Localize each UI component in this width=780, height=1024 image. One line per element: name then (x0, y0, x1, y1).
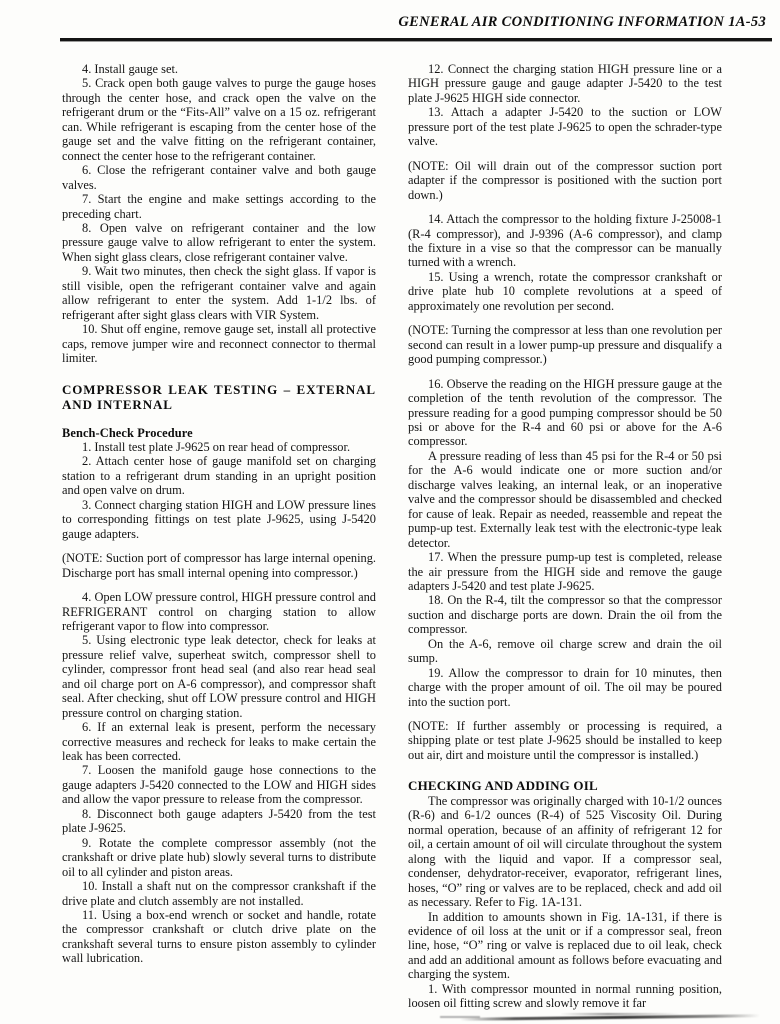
numbered-step: 9. Rotate the complete compressor assembly (not the crankshaft or drive plate hub) slowly several turns to distribute oil to all cylinder and piston areas. (62, 835, 376, 879)
numbered-step: 16. Observe the reading on the HIGH pressure gauge at the completion of the tenth revolution of the compressor. The pressure reading for a good pumping compressor should be 50 psi or above for the R-4 and 60 psi or above for the A-6 compressor. (408, 376, 722, 449)
numbered-step: 5. Crack open both gauge valves to purge the gauge hoses through the center hose, and crack open the valve on the refrigerant drum or the “Fits-All” valve on a 15 oz. refrigerant can. While refrigerant is escaping from the center hose of the gauge set and the valve fitting on the refrigerant container, connect the center hose to the refrigerant container. (62, 76, 376, 163)
numbered-step: 18. On the R-4, tilt the compressor so that the compressor suction and discharge ports are down. Drain the oil from the compressor. (408, 593, 722, 637)
page-header (60, 14, 766, 31)
sub-heading-bench-check-procedure: Bench-Check Procedure (62, 425, 193, 440)
numbered-step: 7. Start the engine and make settings according to the preceding chart. (62, 192, 376, 221)
numbered-step: 2. Attach center hose of gauge manifold set on charging station to a refrigerant drum standing in an upright position and open valve on drum. (62, 454, 376, 498)
note-block: (NOTE: Turning the compressor at less than one revolution per second can result in a lower pump-up pressure and disqualify a good pumping compressor.) (408, 323, 722, 367)
right-column (408, 62, 722, 1011)
header-divider-rule (60, 38, 772, 41)
numbered-step: 10. Shut off engine, remove gauge set, install all protective caps, remove jumper wire and reconnect connector to thermal limiter. (62, 322, 376, 366)
page-header-title: GENERAL AIR CONDITIONING INFORMATION 1A-53 (398, 14, 766, 30)
numbered-step: 15. Using a wrench, rotate the compressor crankshaft or drive plate hub 10 complete revolutions at a speed of approximately one revolution per second. (408, 269, 722, 313)
numbered-step: 3. Connect charging station HIGH and LOW pressure lines to corresponding fittings on test plate J-9625, using J-5420 gauge adapters. (62, 497, 376, 541)
numbered-step: 6. Close the refrigerant container valve and both gauge valves. (62, 163, 376, 192)
numbered-step: 7. Loosen the manifold gauge hose connections to the gauge adapters J-5420 connected to the LOW and HIGH sides and allow the vapor pressure to release from the compressor. (62, 763, 376, 807)
numbered-step: 4. Install gauge set. (82, 62, 179, 76)
numbered-step: A pressure reading of less than 45 psi for the R-4 or 50 psi for the A-6 would indicate one or more suction and/or discharge valves leaking, an internal leak, or an inoperative valve and the compressor should be disassembled and checked for cause of leak. Repair as needed, reassemble and repeat the pump-up test. Externally leak test with the electronic-type leak detector. (408, 448, 722, 550)
note-block: (NOTE: Suction port of compressor has large internal opening. Discharge port has small internal opening into compressor.) (62, 551, 376, 580)
numbered-step: 13. Attach a adapter J-5420 to the suction or LOW pressure port of the test plate J-9625 to open the schrader-type valve. (408, 105, 722, 149)
two-column-body (62, 62, 722, 1011)
numbered-step: 9. Wait two minutes, then check the sight glass. If vapor is still visible, open the refrigerant container valve and again allow refrigerant to enter the system. Add 1-1/2 lbs. of refrigerant after sight glass clears with VIR System. (62, 264, 376, 322)
numbered-step: 17. When the pressure pump-up test is completed, release the air pressure from the HIGH side and remove the gauge adapters J-5420 and test plate J-9625. (408, 550, 722, 593)
numbered-step: 12. Connect the charging station HIGH pressure line or a HIGH pressure gauge and gauge adapter J-5420 to the test plate J-9625 HIGH side connector. (408, 62, 722, 105)
section-heading-compressor-leak-testing: COMPRESSOR LEAK TESTING – EXTERNAL AND INTERNAL (62, 381, 376, 413)
numbered-step: 19. Allow the compressor to drain for 10 minutes, then charge with the proper amount of oil. The oil may be poured into the suction port. (408, 665, 722, 709)
numbered-step: 8. Open valve on refrigerant container and the low pressure gauge valve to allow refrigerant to enter the system. When sight glass clears, close refrigerant container valve. (62, 220, 376, 264)
note-block: (NOTE: If further assembly or processing is required, a shipping plate or test plate J-9625 should be installed to keep out air, dirt and moisture until the compressor is installed.) (408, 719, 722, 762)
numbered-step: 6. If an external leak is present, perform the necessary corrective measures and recheck for leaks to make certain the leak has been corrected. (62, 720, 376, 764)
numbered-step: 14. Attach the compressor to the holding fixture J-25008-1 (R-4 compressor), and J-9396 (A-6 compressor), and clamp the fixture in a vise so that the compressor can be manually turned with a wrench. (408, 212, 722, 270)
body-paragraph: The compressor was originally charged with 10-1/2 ounces (R-6) and 6-1/2 ounces (R-4) of 525 Viscosity Oil. During normal operation, because of an affinity of refrigerant 12 for oil, a certain amount of oil will circulate throughout the system along with the liquid and vapor. If a compressor seal, condenser, dehydrator-receiver, evaporator, refrigerant lines, hoses, “O” ring or valves are to be replaced, check and add oil as necessary. Refer to Fig. 1A-131. (408, 793, 722, 910)
numbered-step: 8. Disconnect both gauge adapters J-5420 from the test plate J-9625. (62, 806, 376, 836)
numbered-step: 1. Install test plate J-9625 on rear head of compressor. (82, 439, 351, 454)
numbered-step: 4. Open LOW pressure control, HIGH pressure control and REFRIGERANT control on charging station to allow refrigerant vapor to flow into compressor. (62, 590, 376, 633)
section-heading-checking-and-adding-oil: CHECKING AND ADDING OIL (408, 778, 598, 794)
numbered-step: 1. With compressor mounted in normal running position, loosen oil fitting screw and slowly remove it far (408, 981, 722, 1011)
numbered-step: 10. Install a shaft nut on the compressor crankshaft if the drive plate and clutch assembly are not installed. (62, 879, 376, 908)
left-column (62, 62, 376, 992)
numbered-step: On the A-6, remove oil charge screw and drain the oil sump. (408, 636, 722, 666)
numbered-step: 11. Using a box-end wrench or socket and handle, rotate the compressor crankshaft or clutch drive plate on the crankshaft several turns to ensure piston assembly to cylinder wall lubrication. (62, 908, 376, 966)
body-paragraph: In addition to amounts shown in Fig. 1A-131, if there is evidence of oil loss at the unit or if a compressor seal, freon line, hose, “O” ring or valve is replaced due to oil leak, check and add an additional amount as follows before evacuating and charging the system. (408, 909, 722, 982)
note-block: (NOTE: Oil will drain out of the compressor suction port adapter if the compressor is positioned with the suction port down.) (408, 158, 722, 202)
numbered-step: 5. Using electronic type leak detector, check for leaks at pressure relief valve, superheat switch, compressor shell to cylinder, compressor front head seal (and also rear head seal and oil charge port on A-6 compressor), and compressor shaft seal. After checking, shut off LOW pressure control and HIGH pressure control on charging station. (62, 633, 376, 720)
